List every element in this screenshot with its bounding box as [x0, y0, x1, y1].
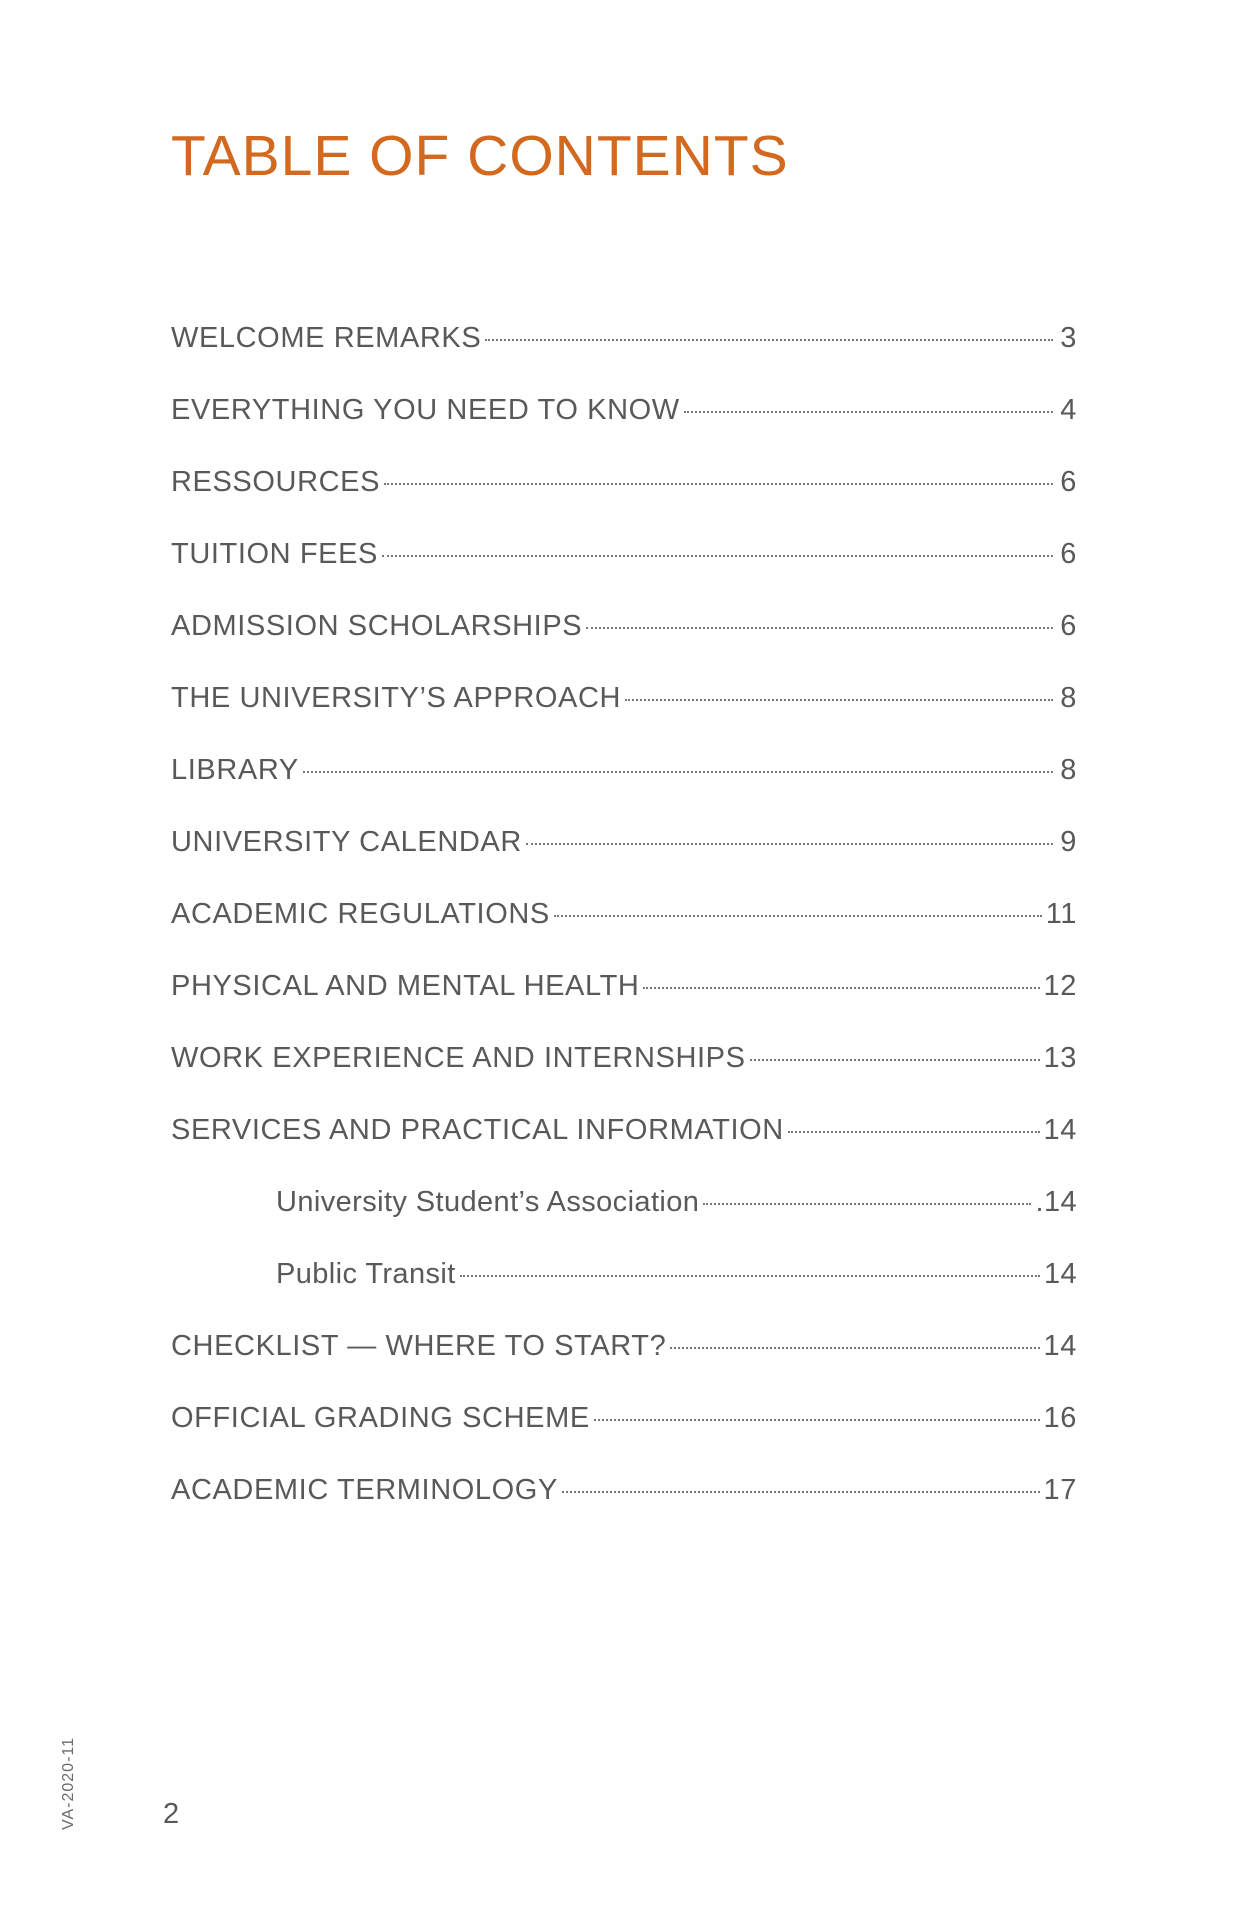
toc-entry-label: OFFICIAL GRADING SCHEME	[171, 1402, 590, 1434]
toc-entry[interactable]	[171, 532, 1077, 604]
toc-dot-leader	[788, 1131, 1040, 1133]
toc-entry-page: 13	[1043, 1042, 1077, 1074]
toc-entry-page: 14	[1043, 1114, 1077, 1146]
toc-entry-label: UNIVERSITY CALENDAR	[171, 826, 522, 858]
toc-dot-leader	[460, 1275, 1040, 1277]
toc-entry-page: 14	[1043, 1258, 1077, 1290]
toc-entry-page: 6	[1060, 466, 1077, 498]
toc-dot-leader	[594, 1419, 1040, 1421]
toc-entry[interactable]	[171, 1396, 1077, 1468]
toc-entry-label: Public Transit	[276, 1258, 456, 1290]
toc-entry-label: RESSOURCES	[171, 466, 381, 498]
toc-entry[interactable]	[171, 820, 1077, 892]
toc-dot-leader	[485, 339, 1053, 341]
toc-entry-page: 6	[1060, 538, 1077, 570]
toc-entry-page: 8	[1060, 682, 1077, 714]
toc-entry-label: ADMISSION SCHOLARSHIPS	[171, 610, 583, 642]
toc-dot-leader	[562, 1491, 1040, 1493]
toc-dot-leader	[703, 1203, 1031, 1205]
toc-dot-leader	[384, 483, 1053, 485]
toc-entry-page: 4	[1060, 394, 1077, 426]
toc-dot-leader	[586, 627, 1053, 629]
toc-entry-page: 12	[1043, 970, 1077, 1002]
toc-entry[interactable]	[171, 1468, 1077, 1540]
toc-entry-label: THE UNIVERSITY’S APPROACH	[171, 682, 622, 714]
toc-entry-page: .14	[1035, 1186, 1077, 1218]
toc-entry-label: PHYSICAL AND MENTAL HEALTH	[171, 970, 640, 1002]
toc-entry[interactable]	[171, 964, 1077, 1036]
toc-entry-label: LIBRARY	[171, 754, 299, 786]
toc-entry[interactable]	[171, 1324, 1077, 1396]
toc-entry-page: 3	[1060, 322, 1077, 354]
toc-entry-label: CHECKLIST — WHERE TO START?	[171, 1330, 667, 1362]
toc-dot-leader	[526, 843, 1053, 845]
toc-entry-label: ACADEMIC TERMINOLOGY	[171, 1474, 558, 1506]
toc-entry-page: 8	[1060, 754, 1077, 786]
toc-dot-leader	[684, 411, 1053, 413]
toc-entry[interactable]	[171, 676, 1077, 748]
toc-entry[interactable]	[171, 1108, 1077, 1180]
toc-entry[interactable]	[171, 316, 1077, 388]
toc-entry-page: 16	[1043, 1402, 1077, 1434]
toc-subentry[interactable]	[171, 1252, 1077, 1324]
toc-entry-label: SERVICES AND PRACTICAL INFORMATION	[171, 1114, 784, 1146]
toc-list	[171, 316, 1077, 1540]
toc-subentry[interactable]	[171, 1180, 1077, 1252]
toc-entry-label: WELCOME REMARKS	[171, 322, 482, 354]
toc-entry-label: University Student’s Association	[276, 1186, 700, 1218]
toc-entry[interactable]	[171, 388, 1077, 460]
toc-entry-label: EVERYTHING YOU NEED TO KNOW	[171, 394, 680, 426]
toc-dot-leader	[750, 1059, 1040, 1061]
toc-entry-label: ACADEMIC REGULATIONS	[171, 898, 550, 930]
toc-dot-leader	[625, 699, 1053, 701]
page-number: 2	[163, 1798, 180, 1830]
toc-entry[interactable]	[171, 748, 1077, 820]
toc-entry[interactable]	[171, 460, 1077, 532]
toc-entry-page: 9	[1060, 826, 1077, 858]
toc-dot-leader	[303, 771, 1053, 773]
toc-dot-leader	[554, 915, 1042, 917]
toc-dot-leader	[670, 1347, 1039, 1349]
toc-entry[interactable]	[171, 1036, 1077, 1108]
toc-entry[interactable]	[171, 604, 1077, 676]
page-title: TABLE OF CONTENTS	[171, 124, 789, 188]
toc-entry[interactable]	[171, 892, 1077, 964]
toc-entry-page: 17	[1043, 1474, 1077, 1506]
toc-entry-page: 6	[1060, 610, 1077, 642]
toc-entry-page: 11	[1045, 898, 1077, 930]
toc-entry-page: 14	[1043, 1330, 1077, 1362]
toc-dot-leader	[643, 987, 1039, 989]
toc-dot-leader	[382, 555, 1053, 557]
toc-entry-label: TUITION FEES	[171, 538, 378, 570]
toc-entry-label: WORK EXPERIENCE AND INTERNSHIPS	[171, 1042, 746, 1074]
document-code: VA-2020-11	[60, 1736, 77, 1830]
